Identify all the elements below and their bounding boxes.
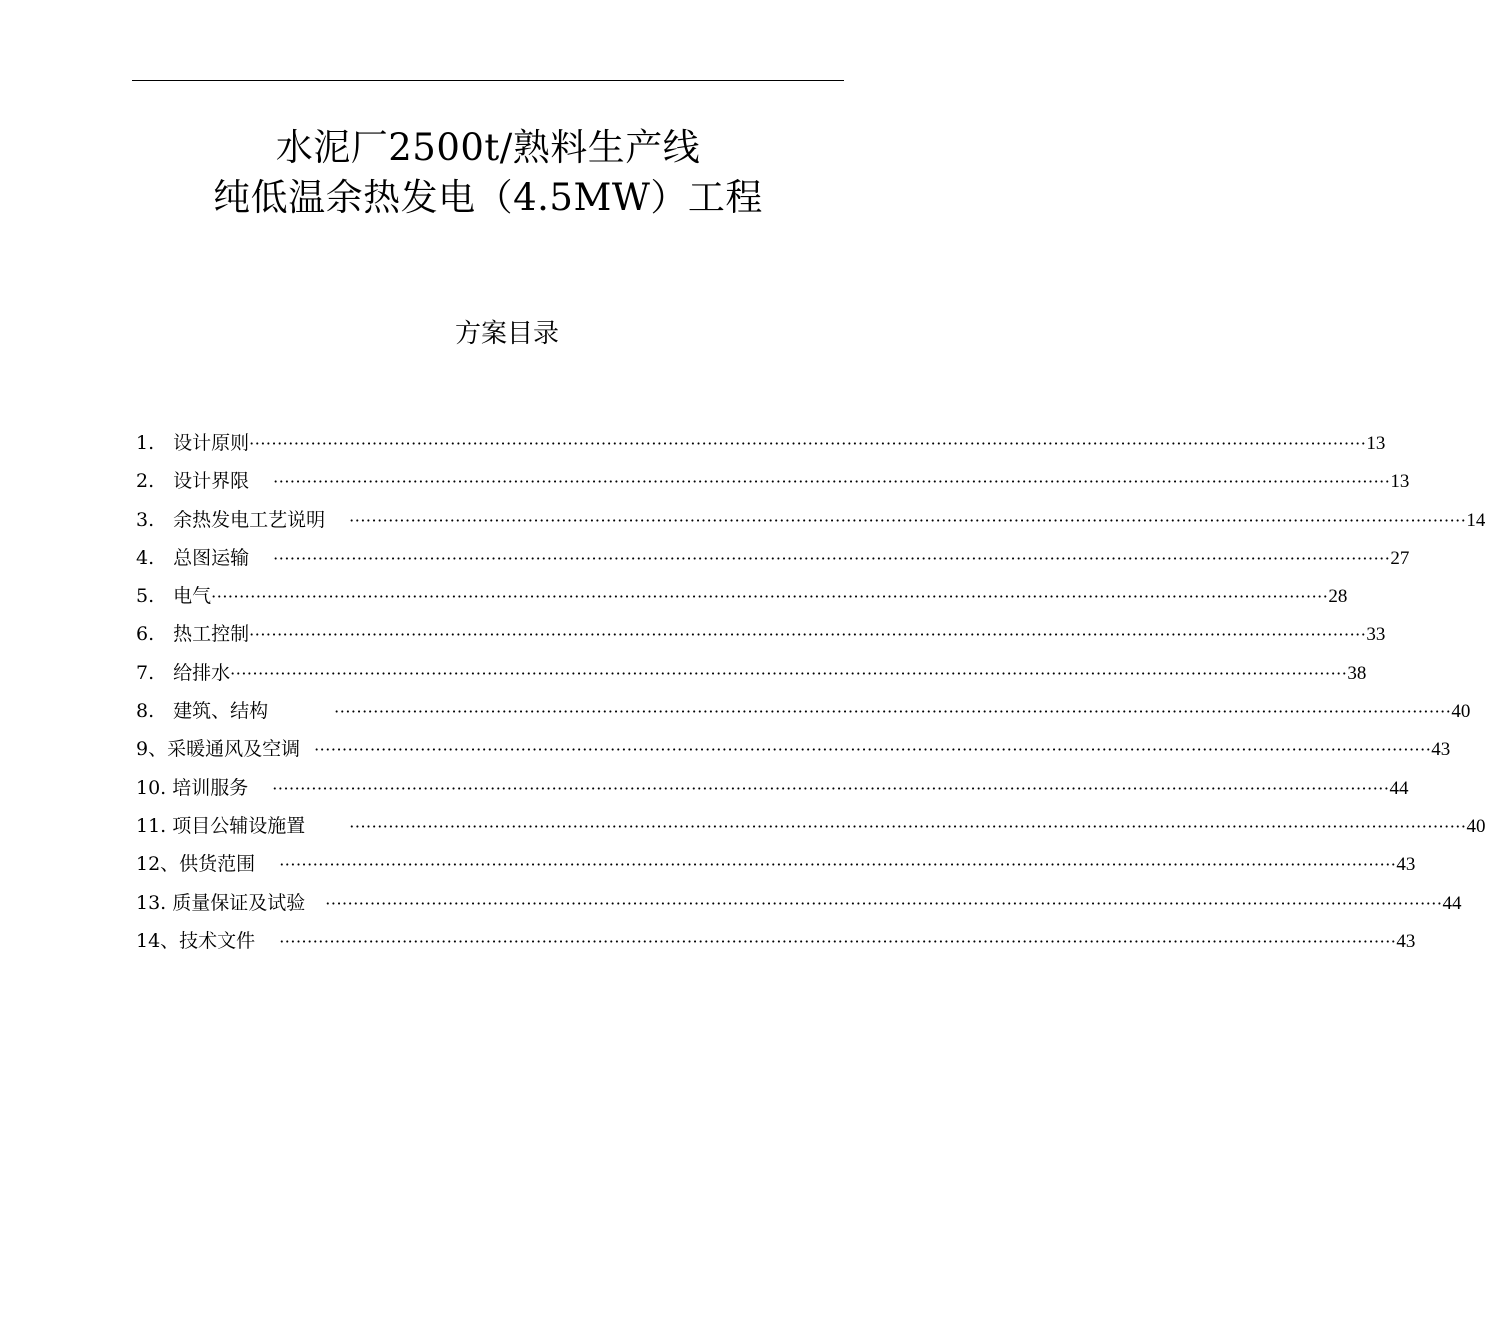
- toc-entry-label: 6. 热工控制: [136, 623, 250, 646]
- toc-entry[interactable]: [136, 849, 1416, 887]
- toc-entry-page-number: 38: [1347, 662, 1367, 684]
- toc-entry[interactable]: [136, 466, 1410, 504]
- toc-entry-page-number: 13: [1390, 471, 1410, 493]
- table-of-contents: [136, 428, 1485, 964]
- toc-entry-page-number: 43: [1396, 854, 1416, 876]
- toc-leader-dots: ········································································································································································································: [334, 702, 1452, 722]
- header-rule: [132, 80, 844, 81]
- toc-entry-label: 1. 设计原则: [136, 432, 250, 454]
- toc-entry[interactable]: [136, 888, 1462, 926]
- title-line-1: 水泥厂2500t/熟料生产线: [275, 126, 701, 169]
- document-title: [0, 123, 976, 223]
- toc-leader-dots: ········································································································································································································: [325, 893, 1443, 913]
- toc-entry-page-number: 28: [1328, 586, 1348, 608]
- toc-leader-dots: ········································································································································································································: [272, 778, 1390, 798]
- toc-entry[interactable]: [136, 926, 1416, 964]
- toc-leader-dots: ········································································································································································································: [211, 587, 1329, 607]
- toc-entry-page-number: 44: [1389, 777, 1409, 799]
- toc-entry-page-number: 40: [1466, 815, 1485, 837]
- toc-leader-dots: ········································································································································································································: [349, 816, 1467, 836]
- toc-entry[interactable]: [136, 773, 1409, 811]
- toc-heading: 方案目录: [454, 319, 559, 349]
- toc-entry-page-number: 43: [1431, 739, 1451, 761]
- toc-leader-dots: ········································································································································································································: [273, 548, 1391, 568]
- toc-leader-dots: ········································································································································································································: [249, 434, 1367, 453]
- toc-entry-label: 14、技术文件: [136, 929, 256, 952]
- toc-leader-dots: ········································································································································································································: [249, 625, 1367, 645]
- toc-entry[interactable]: [136, 505, 1485, 543]
- toc-entry-label: 9、采暖通风及空调: [136, 738, 301, 761]
- toc-entry[interactable]: [136, 428, 1386, 466]
- toc-entry-label: 13. 质量保证及试验: [136, 891, 306, 914]
- toc-entry[interactable]: [136, 658, 1367, 696]
- toc-entry[interactable]: [136, 734, 1451, 772]
- toc-entry[interactable]: [136, 619, 1386, 657]
- toc-entry-page-number: 44: [1442, 892, 1462, 914]
- toc-leader-dots: ········································································································································································································: [314, 740, 1432, 760]
- toc-entry-page-number: 13: [1366, 433, 1386, 454]
- toc-entry-label: 5. 电气: [136, 585, 212, 608]
- title-line-2: 纯低温余热发电（4.5MW）工程: [213, 176, 763, 219]
- toc-entry[interactable]: [136, 581, 1348, 619]
- toc-leader-dots: ········································································································································································································: [273, 472, 1391, 492]
- toc-leader-dots: ········································································································································································································: [279, 855, 1397, 875]
- toc-entry-page-number: 27: [1390, 547, 1410, 569]
- toc-entry-page-number: 14: [1466, 509, 1485, 531]
- toc-entry-label: 10. 培训服务: [136, 776, 249, 799]
- toc-entry-label: 8. 建筑、结构: [136, 700, 269, 723]
- toc-entry-label: 2. 设计界限: [136, 470, 250, 493]
- toc-leader-dots: ········································································································································································································: [230, 663, 1348, 683]
- toc-leader-dots: ········································································································································································································: [279, 931, 1397, 951]
- toc-entry-label: 3. 余热发电工艺说明: [136, 508, 326, 531]
- toc-entry-label: 12、供货范围: [136, 853, 256, 876]
- toc-entry-label: 7. 给排水: [136, 661, 231, 684]
- toc-entry-label: 11. 项目公辅设施置: [136, 814, 306, 837]
- toc-entry-page-number: 40: [1451, 701, 1471, 723]
- toc-entry[interactable]: [136, 811, 1485, 849]
- toc-leader-dots: ········································································································································································································: [349, 510, 1467, 530]
- toc-entry-label: 4. 总图运输: [136, 546, 250, 569]
- toc-entry[interactable]: [136, 696, 1471, 734]
- toc-entry[interactable]: [136, 543, 1410, 581]
- toc-entry-page-number: 43: [1396, 930, 1416, 952]
- toc-entry-page-number: 33: [1366, 624, 1386, 646]
